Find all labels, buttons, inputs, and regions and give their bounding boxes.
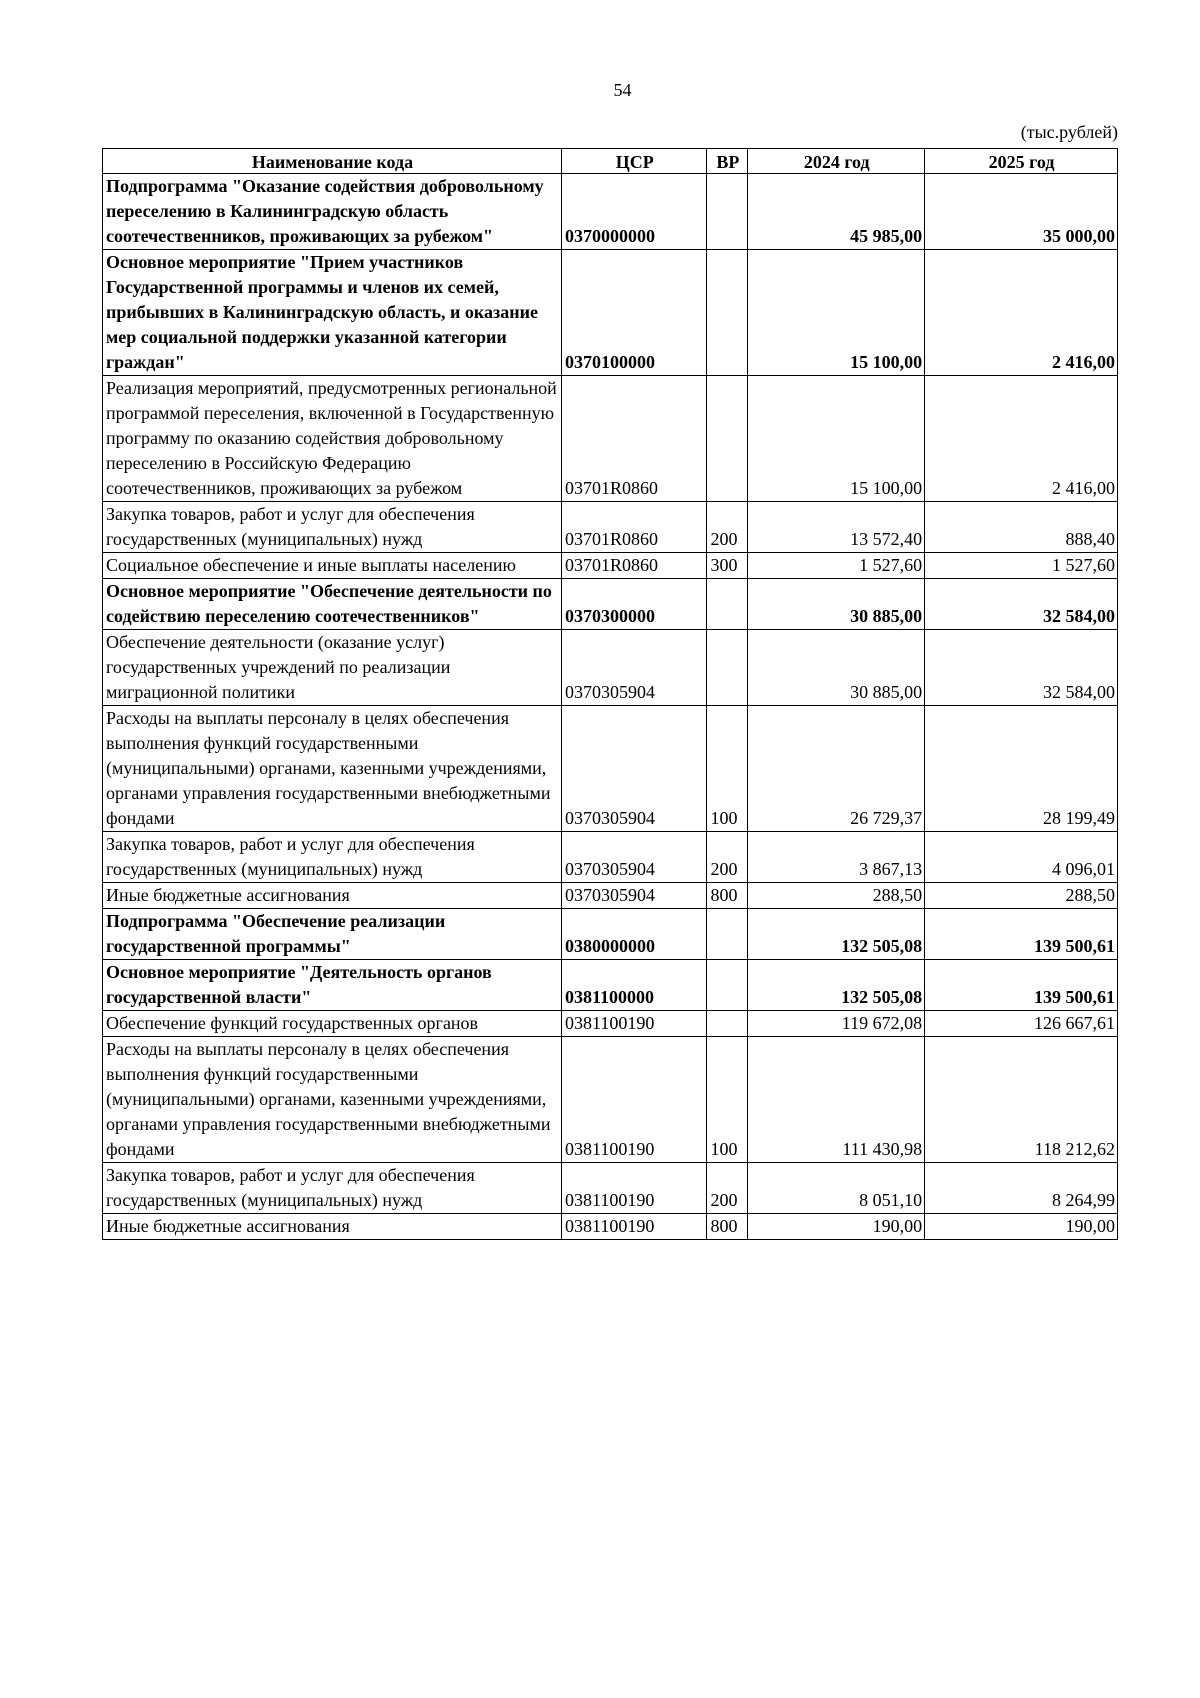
- row-2024: 190,00: [748, 1214, 925, 1240]
- row-2025: 139 500,61: [925, 960, 1118, 1011]
- table-row: [103, 1011, 1118, 1037]
- row-2025: 888,40: [925, 502, 1118, 553]
- row-2024: 15 100,00: [748, 376, 925, 502]
- row-name: Иные бюджетные ассигнования: [103, 883, 562, 909]
- row-vr: [707, 376, 748, 502]
- row-2024: 119 672,08: [748, 1011, 925, 1037]
- row-2024: 8 051,10: [748, 1163, 925, 1214]
- row-name: Основное мероприятие "Прием участников Государственной программы и членов их семей, прибывших в Калининградскую область, и оказание мер социальной поддержки указанной категории граждан": [103, 250, 562, 376]
- row-2025: 32 584,00: [925, 630, 1118, 706]
- table-row: [103, 883, 1118, 909]
- row-name: Расходы на выплаты персоналу в целях обеспечения выполнения функций государственными (муниципальными) органами, казенными учреждениями, органами управления государственными внебюджетными фондами: [103, 1037, 562, 1163]
- row-csr: 0381100000: [562, 960, 707, 1011]
- row-2025: 8 264,99: [925, 1163, 1118, 1214]
- row-2025: 139 500,61: [925, 909, 1118, 960]
- row-name: Реализация мероприятий, предусмотренных региональной программой переселения, включенной в Государственную программу по оказанию содействия добровольному переселению в Российскую Федерацию соотечественников, проживающих за рубежом: [103, 376, 562, 502]
- row-2024: 30 885,00: [748, 579, 925, 630]
- row-name: Расходы на выплаты персоналу в целях обеспечения выполнения функций государственными (муниципальными) органами, казенными учреждениями, органами управления государственными внебюджетными фондами: [103, 706, 562, 832]
- row-name: Закупка товаров, работ и услуг для обеспечения государственных (муниципальных) нужд: [103, 1163, 562, 1214]
- row-vr: [707, 960, 748, 1011]
- table-row: [103, 960, 1118, 1011]
- row-vr: 800: [707, 883, 748, 909]
- table-row: [103, 706, 1118, 832]
- row-vr: [707, 630, 748, 706]
- row-name: Закупка товаров, работ и услуг для обеспечения государственных (муниципальных) нужд: [103, 832, 562, 883]
- row-csr: 03701R0860: [562, 553, 707, 579]
- row-vr: 100: [707, 1037, 748, 1163]
- row-csr: 0370305904: [562, 883, 707, 909]
- row-vr: 300: [707, 553, 748, 579]
- row-2024: 15 100,00: [748, 250, 925, 376]
- row-vr: [707, 579, 748, 630]
- row-vr: 200: [707, 502, 748, 553]
- table-row: [103, 1037, 1118, 1163]
- row-vr: 200: [707, 832, 748, 883]
- row-csr: 03701R0860: [562, 376, 707, 502]
- row-csr: 03701R0860: [562, 502, 707, 553]
- row-name: Основное мероприятие "Деятельность органов государственной власти": [103, 960, 562, 1011]
- header-csr: ЦСР: [562, 149, 707, 174]
- row-vr: [707, 1011, 748, 1037]
- row-csr: 0370305904: [562, 630, 707, 706]
- row-csr: 0370300000: [562, 579, 707, 630]
- row-csr: 0370305904: [562, 706, 707, 832]
- row-2024: 132 505,08: [748, 909, 925, 960]
- row-2024: 45 985,00: [748, 174, 925, 250]
- row-2025: 35 000,00: [925, 174, 1118, 250]
- row-2024: 30 885,00: [748, 630, 925, 706]
- row-csr: 0381100190: [562, 1011, 707, 1037]
- row-name: Обеспечение деятельности (оказание услуг) государственных учреждений по реализации миграционной политики: [103, 630, 562, 706]
- table-row: [103, 630, 1118, 706]
- row-2024: 1 527,60: [748, 553, 925, 579]
- row-csr: 0370000000: [562, 174, 707, 250]
- row-name: Иные бюджетные ассигнования: [103, 1214, 562, 1240]
- table-row: [103, 579, 1118, 630]
- header-vr: ВР: [707, 149, 748, 174]
- units-label: (тыс.рублей): [1020, 122, 1118, 142]
- row-2025: 28 199,49: [925, 706, 1118, 832]
- row-2025: 118 212,62: [925, 1037, 1118, 1163]
- row-vr: [707, 250, 748, 376]
- row-name: Закупка товаров, работ и услуг для обеспечения государственных (муниципальных) нужд: [103, 502, 562, 553]
- header-name: Наименование кода: [103, 149, 562, 174]
- table-row: [103, 376, 1118, 502]
- page-number: 54: [613, 80, 632, 100]
- row-2024: 288,50: [748, 883, 925, 909]
- table-row: [103, 250, 1118, 376]
- table-row: [103, 1214, 1118, 1240]
- table-row: [103, 174, 1118, 250]
- row-2024: 26 729,37: [748, 706, 925, 832]
- row-2025: 1 527,60: [925, 553, 1118, 579]
- row-2025: 2 416,00: [925, 376, 1118, 502]
- row-name: Подпрограмма "Оказание содействия добровольному переселению в Калининградскую область соотечественников, проживающих за рубежом": [103, 174, 562, 250]
- table-row: [103, 1163, 1118, 1214]
- header-row: [103, 149, 1118, 174]
- row-vr: 100: [707, 706, 748, 832]
- row-2024: 111 430,98: [748, 1037, 925, 1163]
- row-vr: [707, 909, 748, 960]
- row-name: Основное мероприятие "Обеспечение деятельности по содействию переселению соотечественников": [103, 579, 562, 630]
- row-csr: 0381100190: [562, 1163, 707, 1214]
- table-row: [103, 553, 1118, 579]
- budget-table: [102, 148, 1118, 1240]
- table-row: [103, 909, 1118, 960]
- row-vr: [707, 174, 748, 250]
- header-2024: 2024 год: [748, 149, 925, 174]
- row-name: Подпрограмма "Обеспечение реализации государственной программы": [103, 909, 562, 960]
- row-csr: 0370305904: [562, 832, 707, 883]
- row-2025: 32 584,00: [925, 579, 1118, 630]
- row-2024: 3 867,13: [748, 832, 925, 883]
- header-2025: 2025 год: [925, 149, 1118, 174]
- row-csr: 0381100190: [562, 1037, 707, 1163]
- table-row: [103, 832, 1118, 883]
- row-vr: 200: [707, 1163, 748, 1214]
- row-2024: 13 572,40: [748, 502, 925, 553]
- row-2025: 2 416,00: [925, 250, 1118, 376]
- row-name: Социальное обеспечение и иные выплаты населению: [103, 553, 562, 579]
- row-csr: 0380000000: [562, 909, 707, 960]
- table-row: [103, 502, 1118, 553]
- row-name: Обеспечение функций государственных органов: [103, 1011, 562, 1037]
- row-2024: 132 505,08: [748, 960, 925, 1011]
- row-vr: 800: [707, 1214, 748, 1240]
- row-csr: 0370100000: [562, 250, 707, 376]
- row-2025: 288,50: [925, 883, 1118, 909]
- row-csr: 0381100190: [562, 1214, 707, 1240]
- row-2025: 190,00: [925, 1214, 1118, 1240]
- row-2025: 126 667,61: [925, 1011, 1118, 1037]
- row-2025: 4 096,01: [925, 832, 1118, 883]
